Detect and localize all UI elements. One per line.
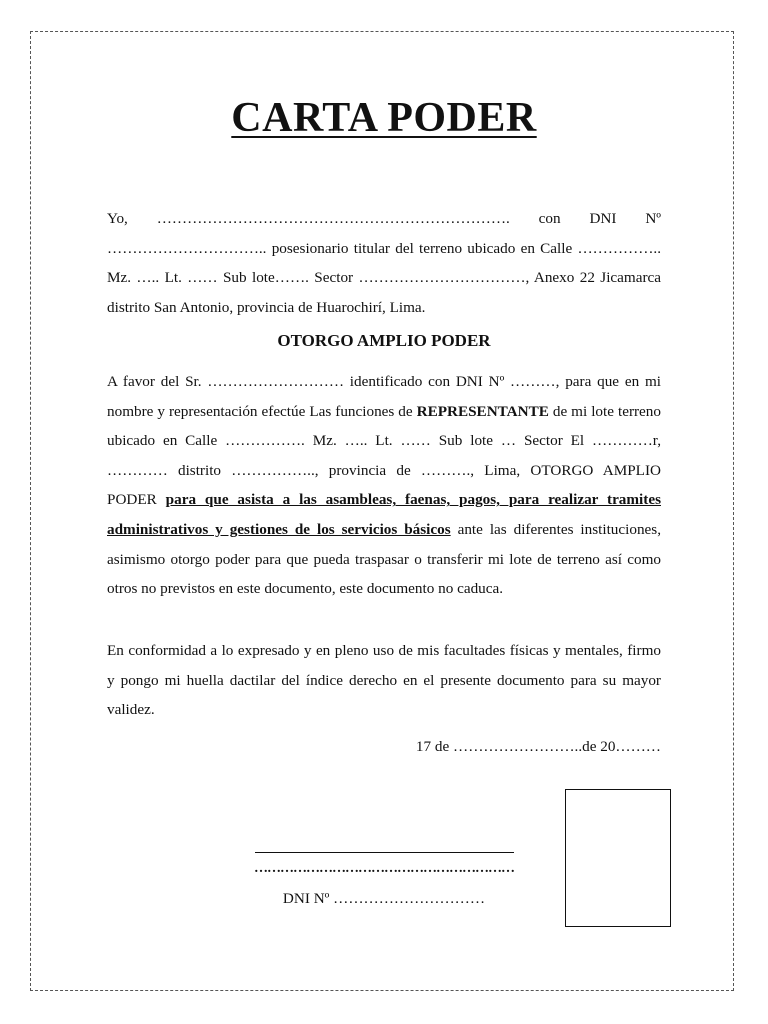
- grant-text-part1: A favor del Sr. ……………………… identificado con DNI Nº ………, para que en mi nombre y representación efectúe Las funciones de: [107, 373, 661, 420]
- section-heading: OTORGO AMPLIO PODER: [277, 331, 491, 350]
- grant-text-part2: de mi lote terreno ubicado en Calle ……………. Mz. ….. Lt. …… Sub lote … Sector El …………r, ………… distrito …………….., provincia de ………., Lima, OTORGO AMPLIO PODER: [107, 402, 661, 509]
- representative-label: REPRESENTANTE: [416, 402, 549, 420]
- signature-name-dots: ……………………………………………………: [254, 861, 514, 876]
- document-title-text: CARTA PODER: [231, 95, 537, 141]
- grant-text-part3: ante las diferentes instituciones, asimismo otorgo poder para que pueda traspasar o transferir mi lote de terreno así como otros no previstos en este documento, este documento no caduca.: [107, 520, 661, 598]
- signature-dni: DNI Nº …………………………: [282, 890, 486, 907]
- paragraph-grant-text: [107, 367, 661, 604]
- paragraph-grantor-text: Yo, ……………………………………………………………. con DNI Nº ………………………….. posesionario titular del terreno ubicado en Calle …………….. Mz. ….. Lt. …… Sub lote……. Sector ……………………………, Anexo 22 Jicamarca distrito San Antonio, provincia de Huarochirí, Lima.: [107, 210, 661, 316]
- document-title: [0, 94, 768, 142]
- paragraph-conformity-text: En conformidad a lo expresado y en pleno uso de mis facultades físicas y mentales, firmo y pongo mi huella dactilar del índice derecho en el presente documento para su mayor validez.: [107, 642, 661, 719]
- grant-purposes: para que asista a las asambleas, faenas, pagos, para realizar tramites administrativos y gestiones de los servicios básicos: [107, 491, 661, 538]
- paragraph-grant: [107, 367, 661, 604]
- signature-line: [255, 852, 514, 853]
- date-line: 17 de ……………………..de 20………: [415, 738, 661, 755]
- paragraph-grantor: [107, 204, 661, 322]
- paragraph-conformity: [107, 636, 661, 725]
